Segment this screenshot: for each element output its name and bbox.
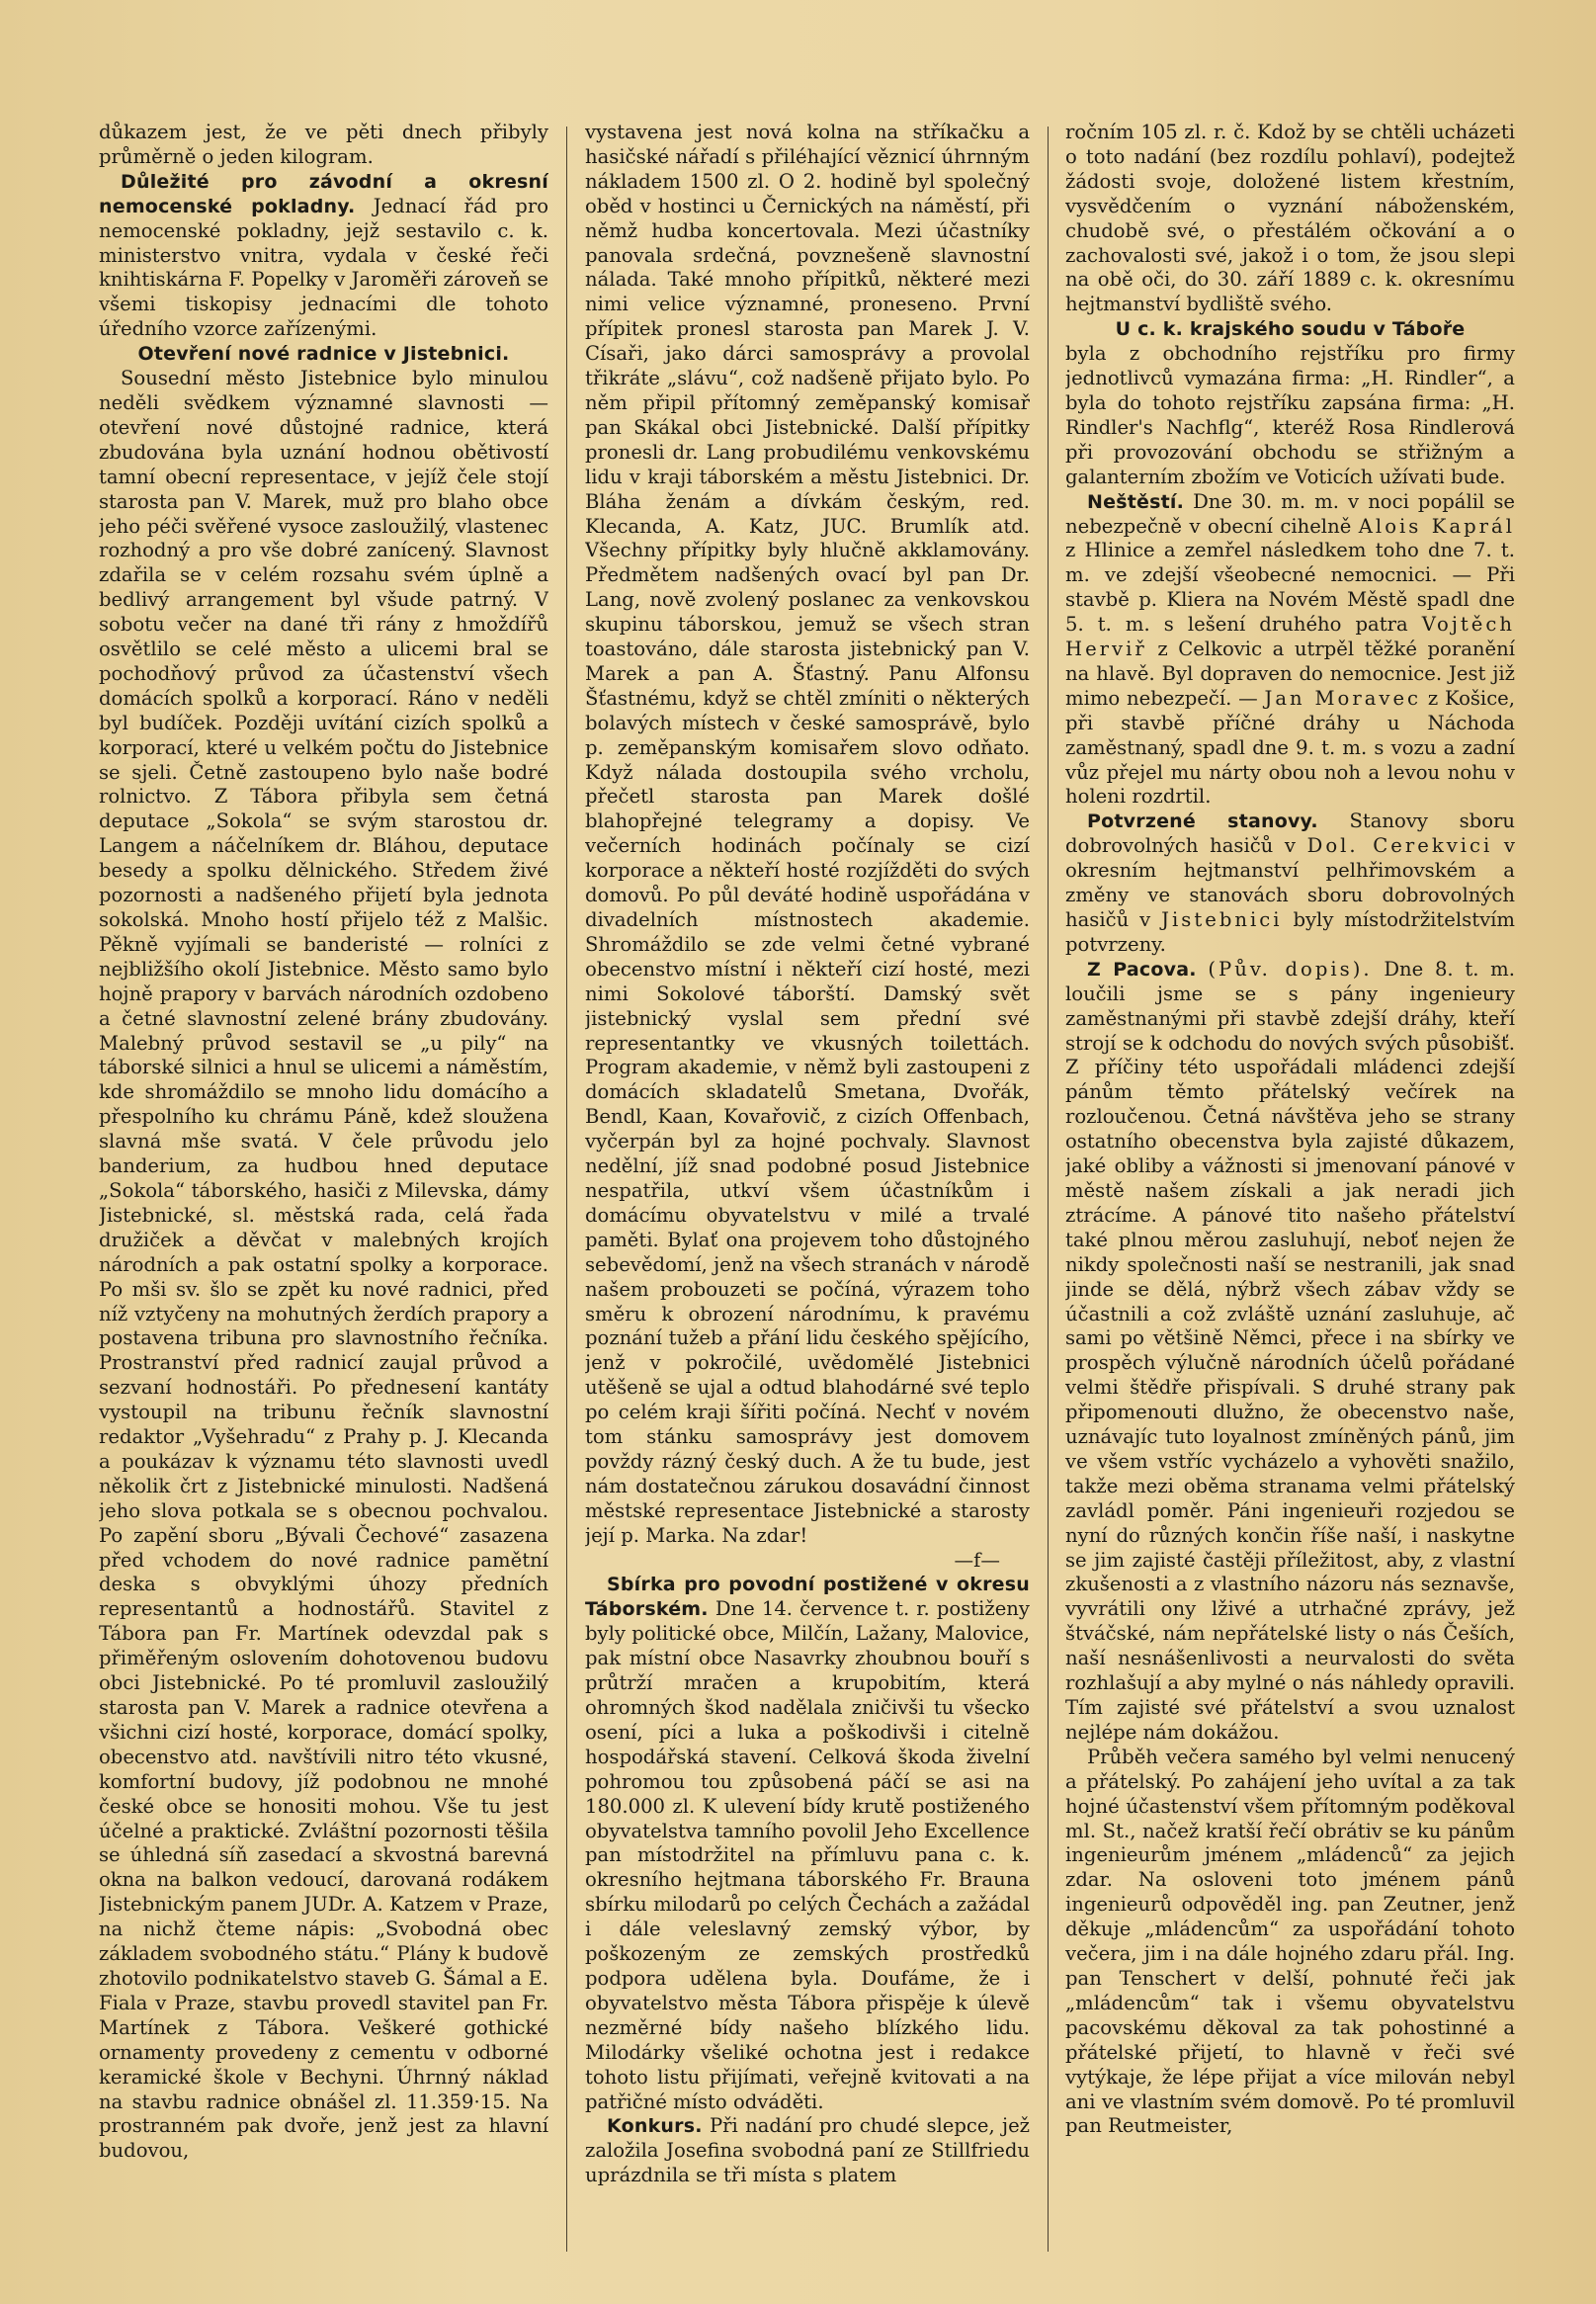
headline: Neštěstí. <box>1087 490 1184 513</box>
text-run: Dne 30. m. m. v noci popálil se nebezpečně v obecní cihelně <box>1065 489 1515 538</box>
headline: Konkurs. <box>607 2115 703 2138</box>
paragraph: Jednací řád pro nemocenské pokladny, jejž sestavilo c. k. ministerstvo vnitra, vydala v české řeči knihtiskárna F. Popelky v Jaroměři zároveň se všemi tiskopisy jednacími dle tohoto úředního vzorce zařízenými. <box>99 194 548 341</box>
text-run: v okresním hejtmanství pelhřimovském a změny ve stanovách sboru dobrovolných hasičů v <box>1065 834 1515 931</box>
text-run: z Celkovic a utrpěl těžké poranění na hlavě. Byl dopraven do nemocnice. Jest již mimo nebezpečí. — <box>1065 638 1515 710</box>
headline: Sbírka pro povodní postižené v okresu Táborském. <box>585 1574 1030 1621</box>
article-item <box>1065 810 1515 957</box>
spaced-name: Vojtěch Herviř <box>1065 613 1515 661</box>
paragraph: Průběh večera samého byl velmi nenucený a přátelský. Po zahájení jeho uvítal a za tak hojné účastenství všem přítomným poděkoval ml. St., načež kratší řečí obrátiv se ku pánům ingenieurům jménem „mládenců“ za jejich zdar. Na osloveni toto jménem pánů ingenieurů odpověděl ing. pan Zeutner, jenž děkuje „mládencům“ za uspořádání tohoto večera, jim i na dále hojného zdaru přál. Ing. pan Tenschert v delší, pohnuté řeči jak „mládencům“ tak i všemu obyvatelstvu pacovskému děkoval za tak pohostinné a přátelské přijetí, to hlavně v řeči své vytýkaje, že lépe přijat a více milován nebyl ani ve vlastním svém domově. Po té promluvil pan Reutmeister, <box>1065 1745 1515 2138</box>
paragraph: důkazem jest, že ve pěti dnech přibyly průměrně o jeden kilogram. <box>99 121 548 168</box>
paragraph: Dne 14. července t. r. postiženy byly politické obce, Milčín, Lažany, Malovice, pak místní obce Nasavrky zhoubnou bouří s průtrží mračen a krupobitím, která ohromných škod nadělala zničivši tu všecko osení, píci a luka a poškodivši i citelně hospodářská stavení. Celková škoda živelní pohromou tou způsobená páčí se asi na 180.000 zl. K ulevení bídy krutě postiženého obyvatelstva tamního povolil Jeho Excellence pan místodržitel na přímluvu pana c. k. okresního hejtmana táborského Fr. Brauna sbírku milodarů po celých Čechách a zažádal i dále veleslavný zemský výbor, by poškozeným ze zemských prostředků podpora udělena byla. Doufáme, že i obyvatelstvo města Tábora přispěje k úlevě nezměrné bídy našeho blízkého lidu. Milodárky všeliké ochotna jest i redakce tohoto listu přijímati, veřejně kvitovati a na patřičné místo odváděti. <box>585 1597 1030 2113</box>
headline: U c. k. krajského soudu v Táboře <box>1115 318 1466 341</box>
headline: Otevření nové radnice v Jistebnici. <box>137 343 510 366</box>
spaced-name: Jistebnici <box>1161 908 1283 931</box>
text-run: byly místodržitelstvím potvrzeny. <box>1065 908 1515 956</box>
text-run: Stanovy sboru dobrovolných hasičů v <box>1065 810 1515 858</box>
headline: Z Pacova. <box>1087 958 1197 981</box>
article-item <box>585 2114 1030 2188</box>
byline: (Pův. dopis). <box>1208 957 1373 981</box>
text-run: z Košice, při stavbě příčné dráhy u Náchoda zaměstnaný, spadl dne 9. t. m. s vozu a zadní vůz přejel mu nárty obou noh a levou nohu v holeni rozdrtil. <box>1065 686 1515 809</box>
paragraph: Dne 8. t. m. loučili jsme se s pány ingenieury zaměstnanými při stavbě zdejší dráhy, kteří strojí se k odchodu do nových svých působišť. Z příčiny této uspořádali mládenci zdejší pánům těmto přátelský večírek na rozloučenou. Četná návštěva jeho se strany ostatního obecenstva byla zajisté důkazem, jaké obliby a vážnosti si jmenovaní pánové v městě našem získali a jak neradi jich ztrácíme. A pánové tito našeho přátelství také plnou měrou zasluhují, neboť nejen že nikdy společnosti naší se nestranili, jak snad jinde se dělá, nýbrž všech zábav vždy se účastnili a což zvláště uznání zasluhuje, ač sami po většině Němci, přece i na sbírky ve prospěch výlučně národních účelů pořádané velmi štědře přispívali. S druhé strany pak připomenouti dlužno, že obecenstvo naše, uznávajíc tuto loyalnost zmíněných pánů, jim ve všem vstříc vycházelo a vyhověti snažilo, takže mezi oběma stranama velmi přátelský zavládl poměr. Páni ingenieuři rozjedou se nyní do různých končin říše naší, i naskytne se jim zajisté častěji příležitost, aby, z vlastní zkušenosti a z vlastního názoru nás seznavše, vyvrátili ony lživé a utrhačné zprávy, jež štváčské, nám nepřátelské listy o nás Češích, naší nesnášenlivosti a neurvalosti do světa rozhlašují a aby mylné o nás náhledy opravili. Tím zajisté své přátelství a svou uznalost nejlépe nám dokážou. <box>1065 957 1515 1744</box>
spaced-name: Alois Kaprál <box>1358 514 1515 538</box>
column-1 <box>99 121 548 2256</box>
article-item <box>99 170 548 342</box>
spaced-name: Jan Moravec <box>1264 686 1422 710</box>
column-2 <box>585 121 1030 2256</box>
signature: —f— <box>954 1548 1000 1572</box>
spaced-name: Dol. Cerekvici <box>1306 834 1493 858</box>
paragraph: Při nadání pro chudé slepce, jež založila Josefina svobodná paní ze Stillfriedu uprázdnila se tři místa s platem <box>585 2114 1030 2187</box>
headline: Důležité pro závodní a okresní nemocenské pokladny. <box>99 170 548 217</box>
article-item <box>585 1573 1030 2114</box>
article-item <box>1065 490 1515 811</box>
paragraph: byla z obchodního rejstříku pro firmy jednotlivců vymazána firma: „H. Rindler“, a byla do tohoto rejstříku zapsána firma: „H. Rindler's Nachflg“, kteréž Rosa Rindlerová při provozování obchodu se střižným a galanterním zbožím ve Voticích užívati bude. <box>1065 342 1515 488</box>
paragraph: Sousední město Jistebnice bylo minulou neděli svědkem významné slavnosti — otevření nové důstojné radnice, která zbudována byla uznání hodnou obětivostí tamní obecní representace, v jejíž čele stojí starosta pan V. Marek, muž pro blaho obce jeho péči svěřené vysoce zasloužilý, vlastenec rozhodný a pro vše dobré zanícený. Slavnost zdařila se v celém rozsahu svém úplně a bedlivý arrangement byl všude patrný. V sobotu večer na dané tři rány z hmoždířů osvětlilo se celé město a ulicemi bral se pochodňový průvod za účastenství všech domácích spolků a korporací. Ráno v neděli byl budíček. Později uvítání cizích spolků a korporací, které u velkém počtu do Jistebnice se sjeli. Četně zastoupeno bylo naše bodré rolnictvo. Z Tábora přibyla sem četná deputace „Sokola“ se svým starostou dr. Langem a náčelníkem dr. Bláhou, deputace besedy a spolku dělnického. Středem živé pozornosti a nadšeného přijetí byla jednota sokolská. Mnoho hostí přijelo též z Malšic. Pěkně vyjímali se banderisté — rolníci z nejbližšího okolí Jistebnice. Město samo bylo hojně prapory v barvách národních ozdobeno a četné slavnostní zelené brány zbudovány. Malebný průvod sestavil se „u pily“ na táborské silnici a hnul se ulicemi a náměstím, kde shromáždilo se mnoho lidu domácího a přespolního ku chrámu Páně, kdež sloužena slavná mše svatá. V čele průvodu jelo banderium, za hudbou hned deputace „Sokola“ táborského, hasiči z Milevska, dámy Jistebnické, sl. městská rada, celá řada družiček a děvčat v malebných krojích národních a pak ostatní spolky a korporace. Po mši sv. šlo se zpět ku nové radnici, před níž vztyčeny na mohutných žerdích prapory a postavena tribuna pro slavnostního řečníka. Prostranství před radnicí zaujal průvod a sezvaní hodnostáři. Po přednesení kantáty vystoupil na tribunu řečník slavnostní redaktor „Vyšehradu“ z Prahy p. J. Klecanda a poukázav k významu této slavnosti uvedl několik črt z Jistebnické minulosti. Nadšená jeho slova potkala se s obecnou pochvalou. Po zapění sboru „Bývali Čechové“ zasazena před vchodem do nové radnice pamětní deska s obvyklými úhozy předních representantů a hodnostářů. Stavitel z Tábora pan Fr. Martínek odevzdal pak s přiměřeným oslovením dohotovenou budovu obci Jistebnické. Po té promluvil zasloužilý starosta pan V. Marek a radnice otevřena a všichni cizí hosté, korporace, domácí spolky, obecenstvo atd. navštívili nitro této vkusné, komfortní budovy, jíž podobnou ne mnohé české obce se honositi mohou. Vše tu jest účelné a praktické. Zvláštní pozornosti těšila se úhledná síň zasedací a skvostná barevná okna na balkon vedoucí, darovaná rodákem Jistebnickým panem JUDr. A. Katzem v Praze, na nichž čteme nápis: „Svobodná obec základem svobodného státu.“ Plány k budově zhotovilo podnikatelstvo staveb G. Šámal a E. Fiala v Praze, stavbu provedl stavitel pan Fr. Martínek z Tábora. Veškeré gothické ornamenty provedeny z cementu v odborné keramické škole v Bechyni. Úhrnný náklad na stavbu radnice obnášel zl. 11.359·15. Na prostranném pak dvoře, jenž jest za hlavní budovou, <box>99 367 548 2163</box>
headline: Potvrzené stanovy. <box>1087 811 1318 833</box>
paragraph: vystavena jest nová kolna na stříkačku a hasičské nářadí s přiléhající věznicí úhrnným nákladem 1500 zl. O 2. hodině byl společný oběd v hostinci u Černických na náměstí, při němž hudba koncertovala. Mezi účastníky panovala srdečná, povznešeně slavnostní nálada. Také mnoho přípitků, některé mezi nimi velice významné, proneseno. První přípitek pronesl starosta pan Marek J. V. Císaři, jako dárci samosprávy a provolal třikráte „slávu“, což nadšeně přijato bylo. Po něm připil přítomný zeměpanský komisař pan Skákal obci Jistebnické. Další přípitky pronesli dr. Lang probudilému venkovskému lidu v kraji táborském a městu Jistebnici. Dr. Bláha ženám a dívkám českým, red. Klecanda, A. Katz, JUC. Brumlík atd. Všechny přípitky byly hlučně akklamovány. Předmětem nadšených ovací byl pan Dr. Lang, nově zvolený poslanec za venkovskou skupinu táborskou, jemuž se všech stran toastováno, dále starosta jistebnický pan V. Marek a pan A. Šťastný. Panu Alfonsu Šťastnému, když se chtěl zmíniti o některých bolavých místech v české samosprávě, bylo p. zeměpanským komisařem slovo odňato. Když nálada dostoupila svého vrcholu, přečetl starosta pan Marek došlé blahopřejné telegramy a dopisy. Ve večerních hodinách počínaly se cizí korporace a někteří hosté rozjížděti do svých domovů. Po půl deváté hodině uspořádána v divadelních místnostech akademie. Shromáždilo se zde velmi četné vybrané obecenstvo místní i někteří cizí hosté, mezi nimi Sokolové táborští. Damský svět jistebnický vyslal sem přední své representantky ve vkusných toilettách. Program akademie, v němž byli zastoupeni z domácích skladatelů Smetana, Dvořák, Bendl, Kaan, Kovařovič, z cizích Offenbach, vyčerpán byl za hojné pochvaly. Slavnost nedělní, jíž snad podobné posud Jistebnice nespatřila, utkví všem účastníkům i domácímu obyvatelstvu v milé a trvalé paměti. Bylať ona projevem toho důstojného sebevědomí, jenž na všech stranách v národě našem probouzeti se počíná, výrazem toho směru k obrození národnímu, k pravému poznání tužeb a přání lidu českého spějícího, jenž v pokročilé, uvědomělé Jistebnici utěšeně se ujal a odtud blahodárné své teplo po celém kraji šířiti počíná. Nechť v novém tom stánku samosprávy jest domovem povždy rázný český duch. A že tu bude, jest nám dostatečnou zárukou dosavádní činnost městské representace Jistebnické a starosty její p. Marka. Na zdar! <box>585 121 1030 1547</box>
article-item <box>1065 958 1515 1746</box>
paragraph: ročním 105 zl. r. č. Kdož by se chtěli ucházeti o toto nadání (bez rozdílu pohlaví), podejtež žádosti svoje, doložené listem křestním, vysvědčením o vyznání náboženském, chudobě své, o přestálém očkování a o zachovalosti své, jakož i o tom, že jsou slepi na obě oči, do 30. září 1889 c. k. okresnímu hejtmanství bydliště svého. <box>1065 121 1515 316</box>
column-3 <box>1065 121 1515 2256</box>
column-rule <box>566 127 567 2252</box>
text-run: z Hlinice a zemřel následkem toho dne 7. t. m. ve zdejší všeobecné nemocnici. — Při stavbě p. Kliera na Novém Městě spadl dne 5. t. m. s lešení druhého patra <box>1065 539 1515 637</box>
column-rule <box>1048 127 1049 2252</box>
